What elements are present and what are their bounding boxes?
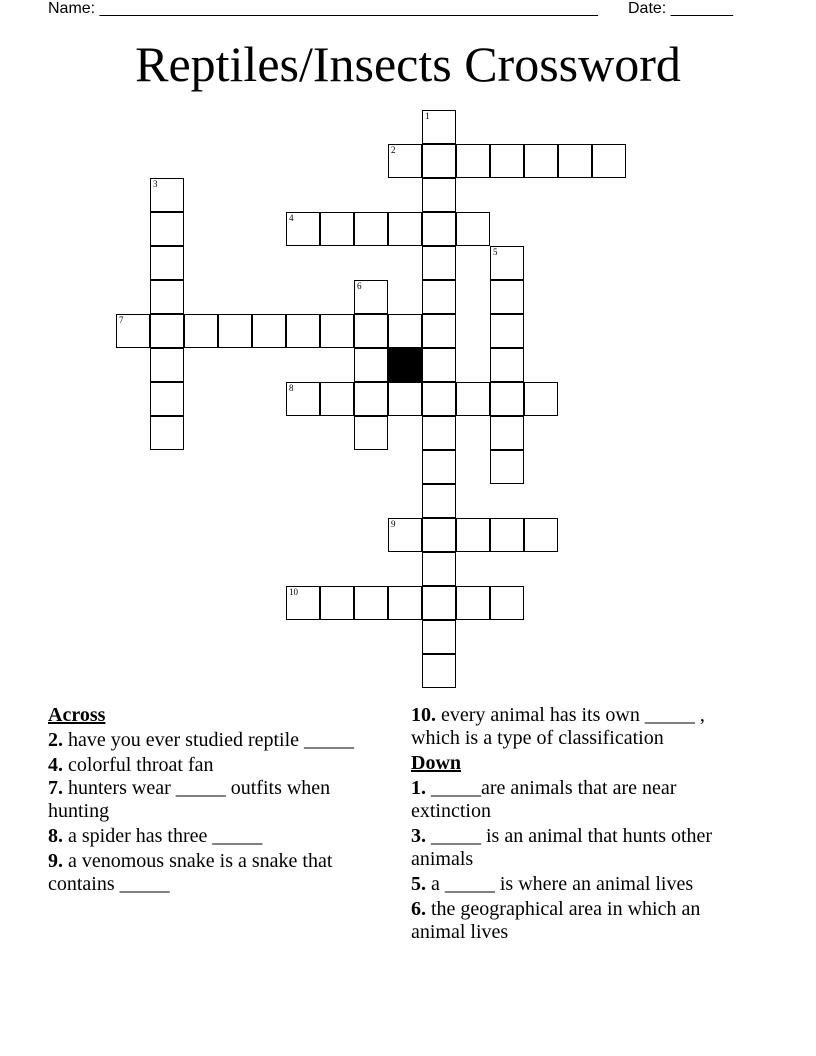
grid-cell[interactable] bbox=[422, 348, 456, 382]
clue-text: a _____ is where an animal lives bbox=[426, 873, 694, 895]
cell-number: 10 bbox=[289, 587, 298, 597]
cell-number: 3 bbox=[153, 179, 158, 189]
numbered-cell[interactable] bbox=[150, 178, 184, 212]
clue-text: _____are animals that are near extinction bbox=[411, 777, 677, 822]
grid-cell[interactable] bbox=[388, 586, 422, 620]
clue-across-10 bbox=[411, 704, 746, 750]
clue-across-2 bbox=[48, 729, 383, 752]
clue-down-3 bbox=[411, 825, 746, 871]
numbered-cell[interactable] bbox=[116, 314, 150, 348]
grid-cell[interactable] bbox=[354, 382, 388, 416]
clue-number: 2. bbox=[48, 729, 63, 751]
grid-cell[interactable] bbox=[150, 416, 184, 450]
grid-cell[interactable] bbox=[422, 382, 456, 416]
cell-number: 5 bbox=[493, 247, 498, 257]
clue-number: 4. bbox=[48, 754, 63, 776]
grid-cell[interactable] bbox=[490, 314, 524, 348]
grid-cell[interactable] bbox=[490, 348, 524, 382]
grid-cell[interactable] bbox=[490, 382, 524, 416]
cell-number: 4 bbox=[289, 213, 294, 223]
grid-cell[interactable] bbox=[524, 518, 558, 552]
grid-cell[interactable] bbox=[150, 280, 184, 314]
grid-cell[interactable] bbox=[354, 212, 388, 246]
cell-number: 8 bbox=[289, 383, 294, 393]
grid-cell[interactable] bbox=[422, 144, 456, 178]
clue-across-7 bbox=[48, 777, 383, 823]
clue-number: 7. bbox=[48, 777, 63, 799]
grid-cell[interactable] bbox=[320, 314, 354, 348]
clue-number: 1. bbox=[411, 777, 426, 799]
grid-cell[interactable] bbox=[490, 518, 524, 552]
grid-cell[interactable] bbox=[490, 416, 524, 450]
grid-cell[interactable] bbox=[422, 212, 456, 246]
numbered-cell[interactable] bbox=[286, 382, 320, 416]
grid-cell[interactable] bbox=[456, 518, 490, 552]
grid-cell[interactable] bbox=[422, 246, 456, 280]
grid-cell[interactable] bbox=[422, 178, 456, 212]
clue-number: 9. bbox=[48, 850, 63, 872]
grid-cell[interactable] bbox=[354, 314, 388, 348]
clue-number: 10. bbox=[411, 704, 436, 726]
grid-cell[interactable] bbox=[388, 382, 422, 416]
grid-cell[interactable] bbox=[320, 212, 354, 246]
clue-text: _____ is an animal that hunts other animals bbox=[411, 825, 713, 870]
grid-cell[interactable] bbox=[490, 280, 524, 314]
cell-number: 2 bbox=[391, 145, 396, 155]
grid-cell[interactable] bbox=[422, 552, 456, 586]
name-field[interactable]: Name: ________________________________________________________ bbox=[48, 0, 598, 17]
clue-text: every animal has its own _____ , which is a type of classification bbox=[411, 704, 705, 749]
clue-text: have you ever studied reptile _____ bbox=[63, 729, 355, 751]
grid-cell[interactable] bbox=[592, 144, 626, 178]
cell-number: 1 bbox=[425, 111, 430, 121]
grid-cell[interactable] bbox=[422, 416, 456, 450]
grid-cell[interactable] bbox=[524, 144, 558, 178]
grid-cell[interactable] bbox=[150, 246, 184, 280]
down-heading: Down bbox=[411, 752, 462, 774]
grid-cell[interactable] bbox=[456, 212, 490, 246]
grid-cell[interactable] bbox=[422, 620, 456, 654]
grid-cell[interactable] bbox=[490, 450, 524, 484]
grid-cell[interactable] bbox=[150, 382, 184, 416]
grid-cell[interactable] bbox=[218, 314, 252, 348]
clue-down-5 bbox=[411, 873, 746, 896]
numbered-cell[interactable] bbox=[286, 586, 320, 620]
clue-number: 5. bbox=[411, 873, 426, 895]
page-title: Reptiles/Insects Crossword bbox=[135, 36, 681, 92]
grid-cell[interactable] bbox=[354, 586, 388, 620]
blocked-cell bbox=[388, 348, 422, 382]
grid-cell[interactable] bbox=[320, 586, 354, 620]
clues-right-column bbox=[411, 704, 746, 944]
grid-cell[interactable] bbox=[252, 314, 286, 348]
clue-across-9 bbox=[48, 850, 383, 896]
clue-down-6 bbox=[411, 898, 746, 944]
grid-cell[interactable] bbox=[422, 280, 456, 314]
clue-across-4 bbox=[48, 754, 383, 777]
grid-cell[interactable] bbox=[456, 382, 490, 416]
clue-across-8 bbox=[48, 825, 383, 848]
clue-number: 8. bbox=[48, 825, 63, 847]
numbered-cell[interactable] bbox=[388, 144, 422, 178]
grid-cell[interactable] bbox=[558, 144, 592, 178]
grid-cell[interactable] bbox=[354, 348, 388, 382]
grid-cell[interactable] bbox=[490, 144, 524, 178]
grid-cell[interactable] bbox=[388, 212, 422, 246]
clue-text: a venomous snake is a snake that contains _____ bbox=[48, 850, 333, 895]
grid-cell[interactable] bbox=[490, 586, 524, 620]
clue-text: hunters wear _____ outfits when hunting bbox=[48, 777, 331, 822]
grid-cell[interactable] bbox=[286, 314, 320, 348]
grid-cell[interactable] bbox=[422, 484, 456, 518]
grid-cell[interactable] bbox=[422, 654, 456, 688]
numbered-cell[interactable] bbox=[354, 280, 388, 314]
grid-cell[interactable] bbox=[184, 314, 218, 348]
grid-cell[interactable] bbox=[456, 586, 490, 620]
cell-number: 6 bbox=[357, 281, 362, 291]
grid-cell[interactable] bbox=[354, 416, 388, 450]
cell-number: 9 bbox=[391, 519, 396, 529]
cell-number: 7 bbox=[119, 315, 124, 325]
clue-text: colorful throat fan bbox=[63, 754, 214, 776]
clue-text: the geographical area in which an animal lives bbox=[411, 898, 701, 943]
grid-cell[interactable] bbox=[320, 382, 354, 416]
grid-cell[interactable] bbox=[388, 314, 422, 348]
grid-cell[interactable] bbox=[422, 518, 456, 552]
numbered-cell[interactable] bbox=[388, 518, 422, 552]
grid-cell[interactable] bbox=[150, 348, 184, 382]
across-heading: Across bbox=[48, 704, 106, 726]
grid-cell[interactable] bbox=[150, 314, 184, 348]
date-field[interactable]: Date: _______ bbox=[628, 0, 733, 17]
clue-down-1 bbox=[411, 777, 746, 823]
grid-cell[interactable] bbox=[422, 450, 456, 484]
numbered-cell[interactable] bbox=[286, 212, 320, 246]
numbered-cell[interactable] bbox=[422, 110, 456, 144]
grid-cell[interactable] bbox=[422, 586, 456, 620]
grid-cell[interactable] bbox=[422, 314, 456, 348]
grid-cell[interactable] bbox=[456, 144, 490, 178]
grid-cell[interactable] bbox=[524, 382, 558, 416]
clues-left-column bbox=[48, 704, 383, 896]
clue-number: 6. bbox=[411, 898, 426, 920]
clue-number: 3. bbox=[411, 825, 426, 847]
numbered-cell[interactable] bbox=[490, 246, 524, 280]
grid-cell[interactable] bbox=[150, 212, 184, 246]
clue-text: a spider has three _____ bbox=[63, 825, 263, 847]
